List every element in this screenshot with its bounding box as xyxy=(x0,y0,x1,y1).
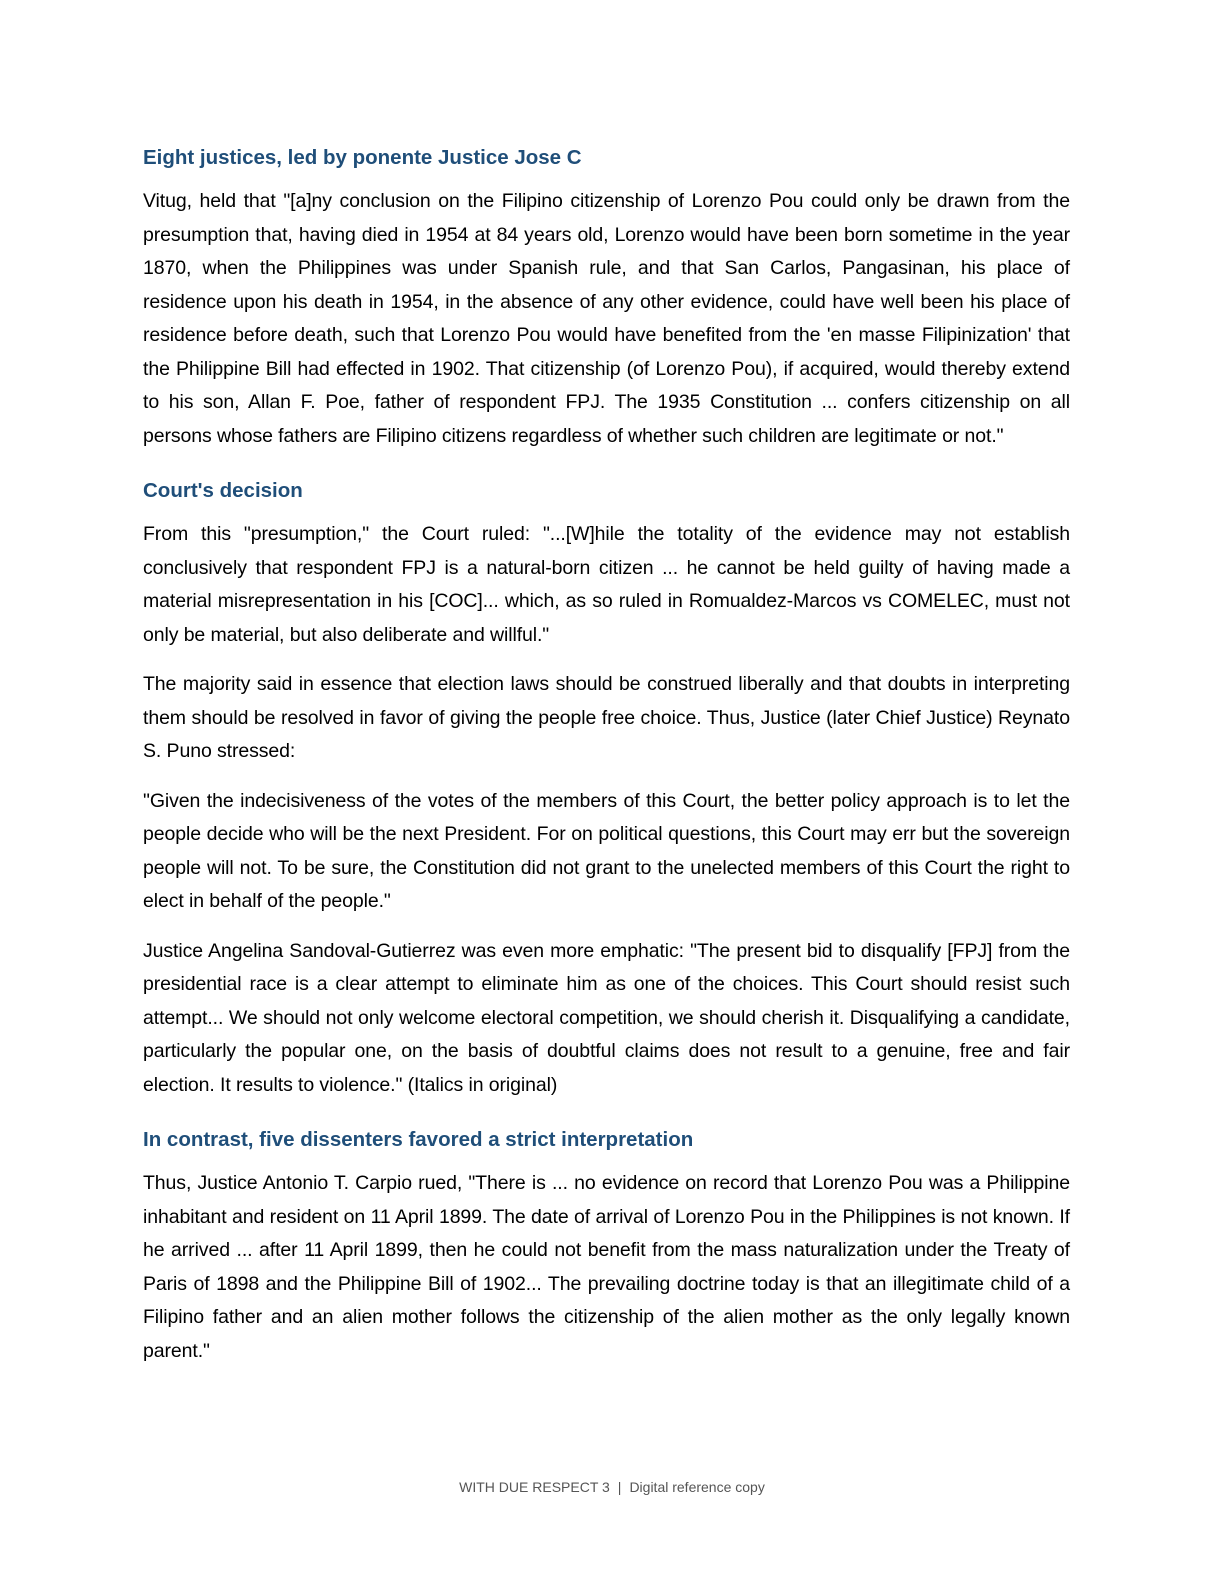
section-heading-courts-decision: Court's decision xyxy=(143,479,303,502)
page-footer xyxy=(0,1479,1224,1495)
paragraph-carpio-dissent: Thus, Justice Antonio T. Carpio rued, "There is ... no evidence on record that Lorenzo Pou was a Philippine inhabitant and resident on 11 April 1899. The date of arrival of Lorenzo Pou in the Philippines is not known. If he arrived ... after 11 April 1899, then he could not benefit from the mass naturalization under the Treaty of Paris of 1898 and the Philippine Bill of 1902... The prevailing doctrine today is that an illegitimate child of a Filipino father and an alien mother follows the citizenship of the alien mother as the only legally known parent." xyxy=(143,1172,1070,1362)
paragraph-vitug-opinion: Vitug, held that "[a]ny conclusion on the Filipino citizenship of Lorenzo Pou could only be drawn from the presumption that, having died in 1954 at 84 years old, Lorenzo would have been born sometime in the year 1870, when the Philippines was under Spanish rule, and that San Carlos, Pangasinan, his place of residence upon his death in 1954, in the absence of any other evidence, could have well been his place of residence before death, such that Lorenzo Pou would have benefited from the 'en masse Filipinization' that the Philippine Bill had effected in 1902. That citizenship (of Lorenzo Pou), if acquired, would thereby extend to his son, Allan F. Poe, father of respondent FPJ. The 1935 Constitution ... confers citizenship on all persons whose fathers are Filipino citizens regardless of whether such children are legitimate or not." xyxy=(143,190,1070,447)
paragraph-puno-quote: "Given the indecisiveness of the votes of the members of this Court, the better policy approach is to let the people decide who will be the next President. For on political questions, this Court may err but the sovereign people will not. To be sure, the Constitution did not grant to the unelected members of this Court the right to elect in behalf of the people." xyxy=(143,789,1070,912)
paragraph-sandoval-gutierrez-quote: Justice Angelina Sandoval-Gutierrez was even more emphatic: "The present bid to disqualify [FPJ] from the presidential race is a clear attempt to eliminate him as one of the choices. This Court should resist such attempt... We should not only welcome electoral competition, we should cherish it. Disqualifying a candidate, particularly the popular one, on the basis of doubtful claims does not result to a genuine, free and fair election. It results to violence." (Italics in original) xyxy=(143,939,1070,1096)
footer-page-label: WITH DUE RESPECT 3 xyxy=(459,1479,610,1495)
document-page xyxy=(143,130,1070,1368)
paragraph-court-ruling: From this "presumption," the Court ruled: "...[W]hile the totality of the evidence may not establish conclusively that respondent FPJ is a natural-born citizen ... he cannot be held guilty of having made a material misrepresentation in his [COC]... which, as so ruled in Romualdez-Marcos vs COMELEC, must not only be material, but also deliberate and willful." xyxy=(143,523,1070,646)
section-heading-justices: Eight justices, led by ponente Justice Jose C xyxy=(143,146,582,169)
section-heading-dissenters: In contrast, five dissenters favored a strict interpretation xyxy=(143,1128,694,1151)
footer-copy-label: Digital reference copy xyxy=(629,1479,765,1495)
footer-separator: | xyxy=(617,1479,622,1495)
paragraph-majority-view: The majority said in essence that election laws should be construed liberally and that doubts in interpreting them should be resolved in favor of giving the people free choice. Thus, Justice (later Chief Justice) Reynato S. Puno stressed: xyxy=(143,673,1070,762)
